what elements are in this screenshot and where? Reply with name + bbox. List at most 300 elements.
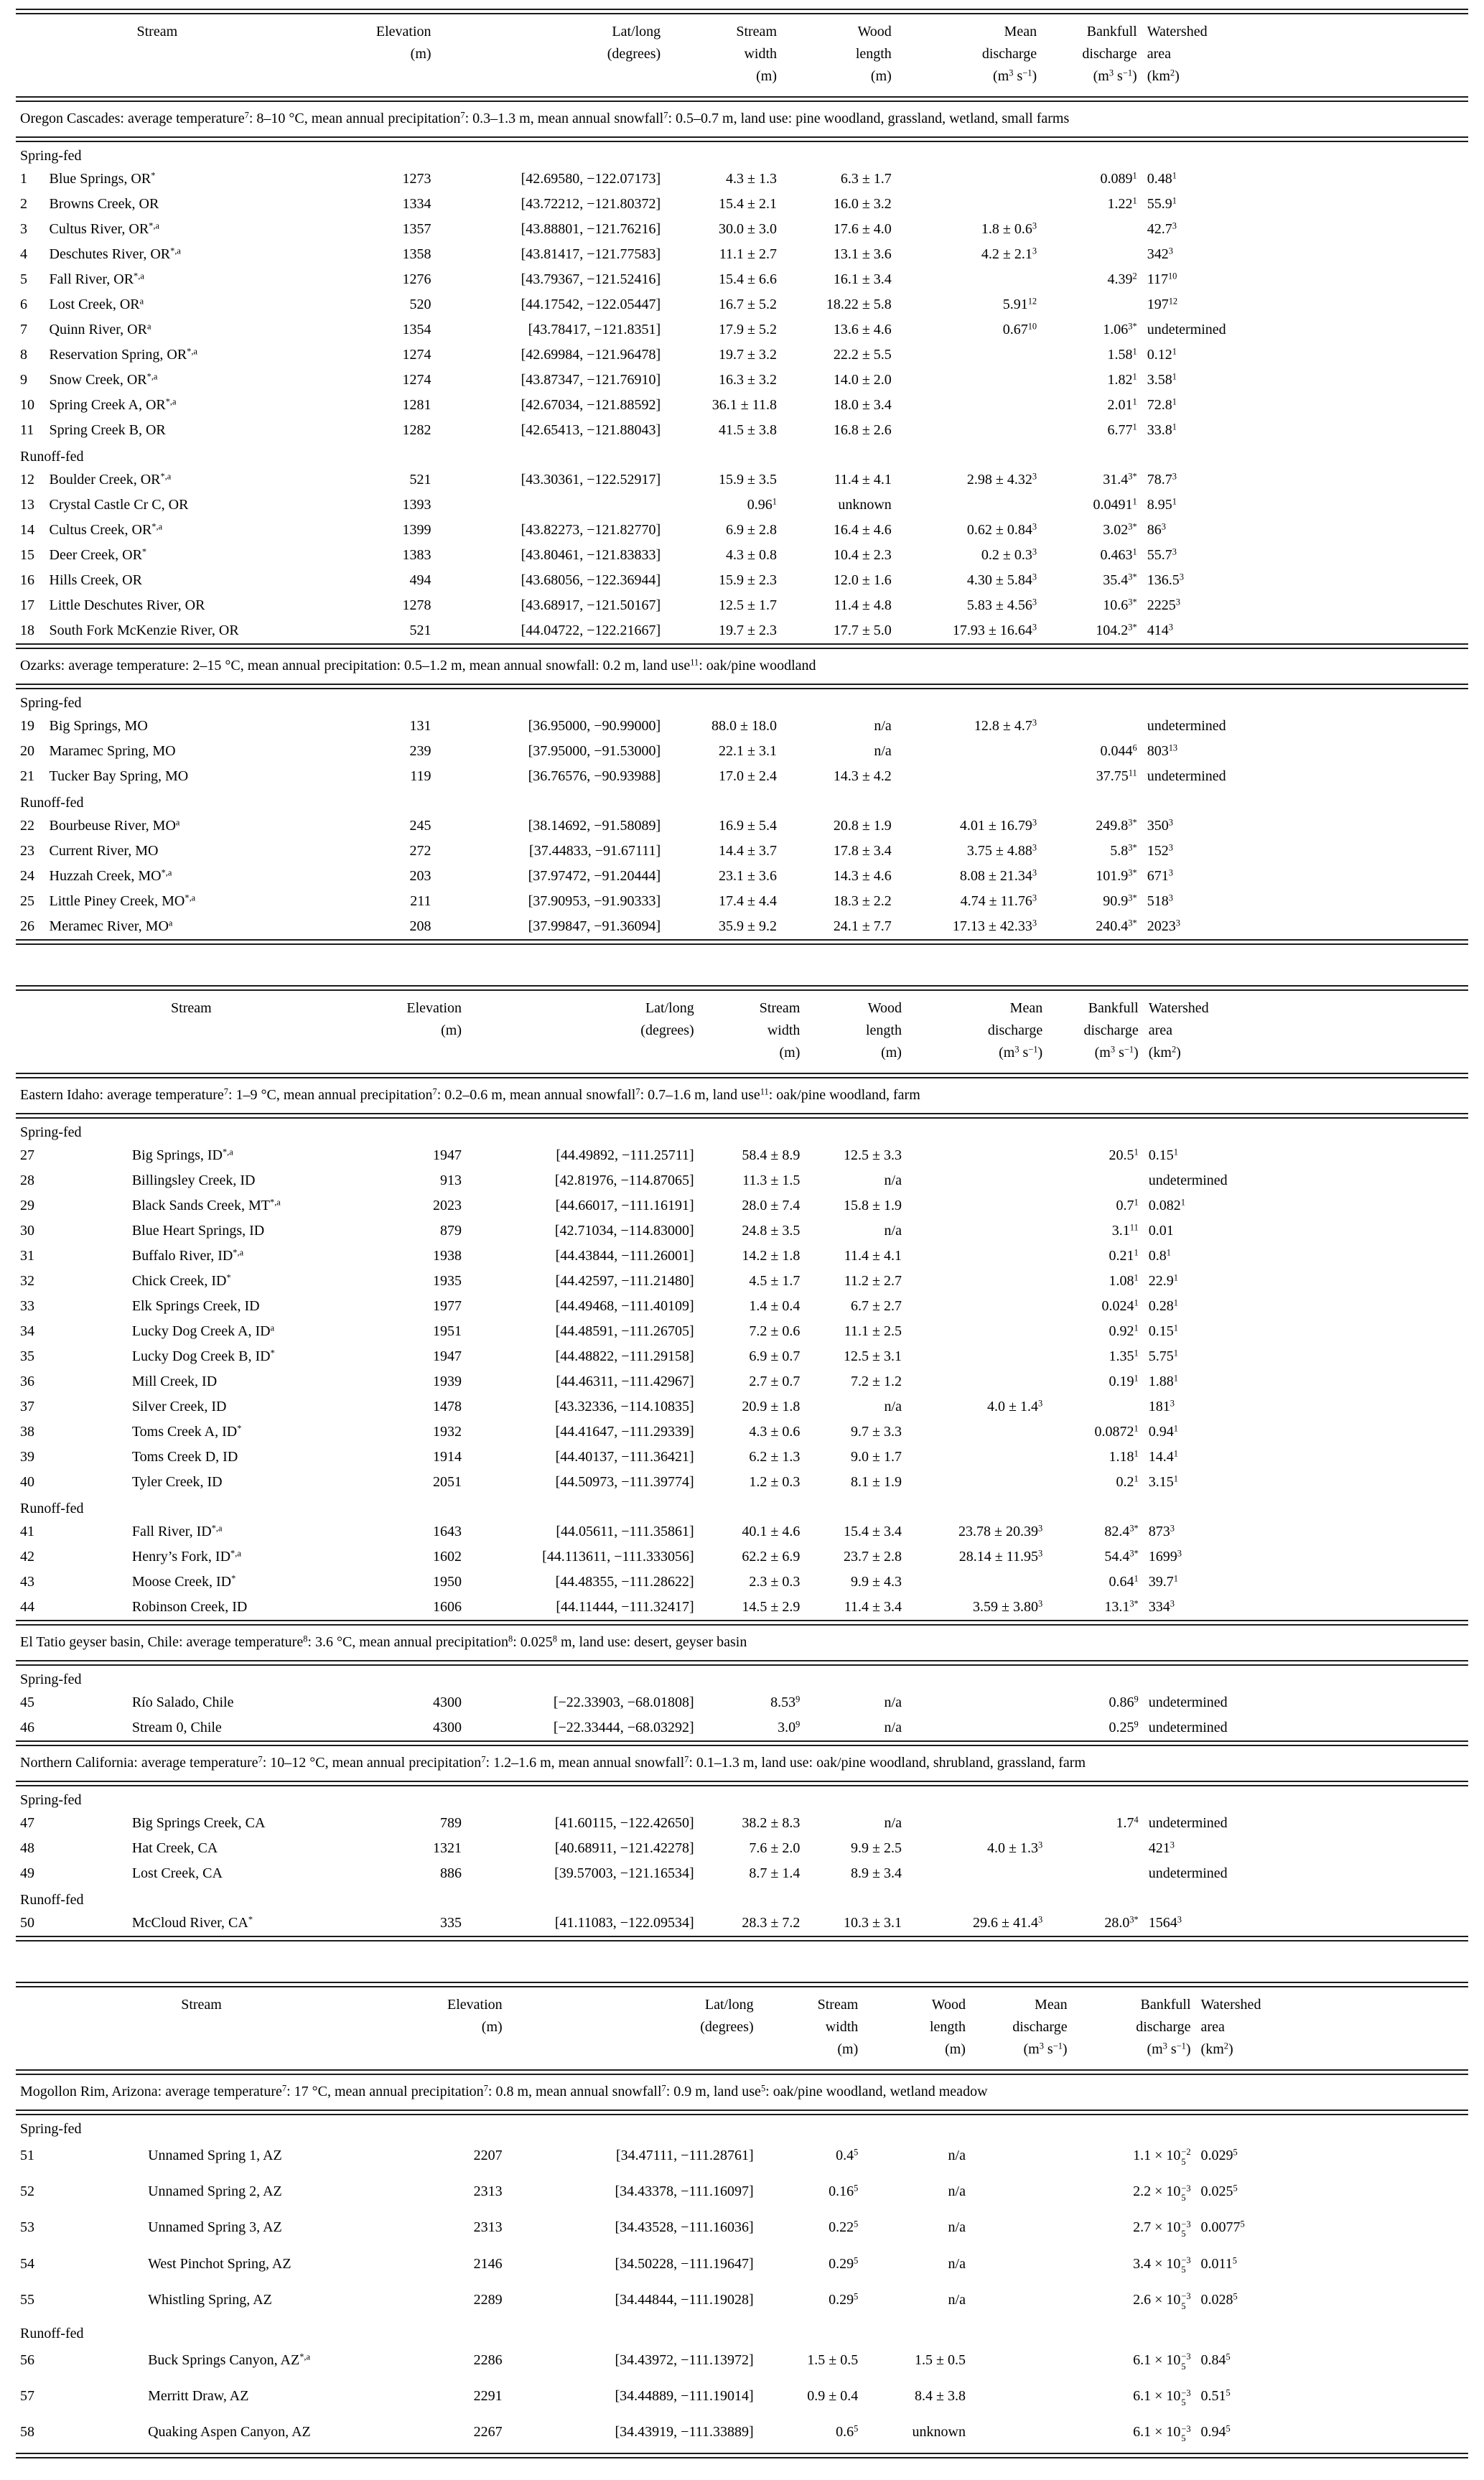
table-rule — [16, 2110, 1468, 2115]
region-note-row — [16, 1078, 1468, 1113]
stream-data-table — [16, 1987, 1468, 2458]
stream-row — [16, 1294, 1468, 1319]
stream-row — [16, 2211, 1468, 2247]
wood-length-value: 15.8 ± 1.9 — [844, 1198, 902, 1213]
stream-width-value: $3.0^9$ — [778, 1719, 801, 1735]
watershed-area-value: 72.8$^1$ — [1147, 396, 1177, 413]
mean-discharge-value — [892, 493, 1037, 518]
mean-discharge-value — [902, 1344, 1042, 1369]
watershed-area-value: 0.011$^5$ — [1200, 2255, 1237, 2272]
wood-length-value: n/a — [874, 743, 892, 759]
elevation-value: 879 — [440, 1223, 462, 1239]
bankfull-discharge-value: 0.19$^1$ — [1109, 1373, 1139, 1389]
mean-discharge-value: 0.67$^{10}$ — [1002, 321, 1037, 337]
row-number: 18 — [20, 623, 34, 638]
stream-width-value: 0.96$^1$ — [747, 496, 777, 513]
wood-length-value: 11.4 ± 4.8 — [834, 597, 892, 613]
row-number: 28 — [20, 1173, 34, 1188]
watershed-area-value: $414^3$ — [1147, 622, 1173, 638]
latlong-value: [37.97472, −91.20444] — [528, 868, 661, 884]
elevation-value: 1334 — [402, 196, 431, 212]
watershed-area-value: 2225$^3$ — [1147, 597, 1180, 613]
bankfull-discharge-value — [1037, 242, 1137, 267]
watershed-area-value: 3.15$^1$ — [1148, 1473, 1178, 1490]
wood-length-value: 12.0 ± 1.6 — [833, 572, 892, 588]
stream-row — [16, 1715, 1468, 1740]
stream-width-value: 15.4 ± 2.1 — [719, 196, 777, 212]
wood-length-value: 16.4 ± 4.6 — [833, 522, 892, 538]
mean-discharge-value: $17.93 \pm 16.64^3$ — [952, 622, 1037, 638]
watershed-area-value: 0.082$^1$ — [1148, 1197, 1185, 1213]
table-rule — [16, 1740, 1468, 1746]
latlong-value: [44.40137, −111.36421] — [555, 1449, 694, 1465]
table-rule — [16, 643, 1468, 649]
row-number: 1 — [20, 171, 27, 187]
stream-width-value: 17.0 ± 2.4 — [719, 768, 777, 784]
elevation-value: 1938 — [433, 1248, 462, 1264]
stream-row — [16, 739, 1468, 764]
stream-width-value: $0.4^5$ — [836, 2147, 859, 2163]
row-number: 40 — [20, 1474, 34, 1490]
stream-width-value: 16.7 ± 5.2 — [719, 297, 777, 312]
stream-row — [16, 1193, 1468, 1218]
mean-discharge-value: $4.01 \pm 16.79^3$ — [959, 817, 1037, 834]
col-header-bankfull-discharge: Bankfull discharge ($m^3$ $s^{-1}$) — [1136, 1997, 1191, 2057]
stream-name: Huzzah Creek, $MO^{*,a}$ — [49, 867, 172, 884]
latlong-value — [431, 493, 661, 518]
double-rule — [16, 684, 1468, 689]
feed-type-label-row — [16, 443, 1468, 467]
watershed-area-value: $518^3$ — [1147, 892, 1173, 909]
watershed-area-value: 0.51$^5$ — [1200, 2387, 1231, 2405]
stream-width-value: 1.4 ± 0.4 — [749, 1298, 801, 1314]
row-number: 4 — [20, 246, 27, 262]
bankfull-discharge-value: 0.044$^6$ — [1100, 742, 1137, 759]
latlong-value: [43.68056, −122.36944] — [521, 572, 661, 588]
mean-discharge-value — [902, 1715, 1042, 1740]
mean-discharge-value — [892, 739, 1037, 764]
wood-length-value: n/a — [884, 1399, 902, 1414]
stream-row — [16, 543, 1468, 568]
stream-width-value: 36.1 ± 11.8 — [711, 397, 777, 413]
col-header-mean-discharge: Mean discharge ($m^3$ $s^{-1}$) — [987, 1000, 1043, 1060]
stream-row — [16, 1420, 1468, 1445]
watershed-area-value: $671^3$ — [1147, 867, 1173, 884]
feed-type-label: Spring-fed — [20, 1672, 82, 1687]
latlong-value: [44.48355, −111.28622] — [555, 1574, 694, 1590]
mean-discharge-value — [902, 1420, 1042, 1445]
mean-discharge-value: $4.0 \pm 1.3^3$ — [987, 1840, 1043, 1856]
row-number: 29 — [20, 1198, 34, 1213]
wood-length-value: n/a — [884, 1223, 902, 1239]
mean-discharge-value — [966, 2344, 1068, 2380]
bankfull-discharge-value: 4.39$^2$ — [1107, 271, 1137, 287]
double-rule — [16, 136, 1468, 142]
latlong-value: [34.43378, −111.16097] — [615, 2183, 754, 2200]
stream-name: Buck Springs Canyon, $AZ^{*,a}$ — [148, 2351, 310, 2369]
mean-discharge-value — [902, 1319, 1042, 1344]
stream-width-value: 19.7 ± 3.2 — [719, 347, 777, 363]
feed-type-label-row — [16, 1786, 1468, 1811]
wood-length-value: 13.6 ± 4.6 — [833, 322, 892, 337]
mean-discharge-value — [902, 1218, 1042, 1244]
row-number: 3 — [20, 221, 27, 237]
latlong-value: [44.50973, −111.39774] — [555, 1474, 694, 1490]
stream-name: Big Springs, $ID^{*,a}$ — [131, 1147, 233, 1163]
bankfull-discharge-value: $240.4^{3*}$ — [1096, 918, 1137, 934]
latlong-value: [34.44889, −111.19014] — [615, 2388, 754, 2405]
stream-width-value: 2.7 ± 0.7 — [749, 1374, 801, 1389]
stream-row — [16, 1244, 1468, 1269]
row-number: 42 — [20, 1549, 34, 1565]
stream-width-value: 35.9 ± 9.2 — [719, 918, 777, 934]
stream-width-value: 20.9 ± 1.8 — [742, 1399, 801, 1414]
row-number: 34 — [20, 1323, 34, 1339]
wood-length-value: unknown — [912, 2424, 966, 2441]
mean-discharge-value — [902, 1690, 1042, 1715]
stacked-exponent-footnote: −2 5 — [1181, 2147, 1191, 2167]
elevation-value: 1950 — [433, 1574, 462, 1590]
col-header-latlong: Lat/long (degrees) — [607, 24, 661, 62]
mean-discharge-value: $29.6 \pm 41.4^3$ — [973, 1914, 1043, 1931]
mean-discharge-value: $2.98 \pm 4.32^3$ — [966, 471, 1037, 488]
bankfull-discharge-value — [1042, 1168, 1139, 1193]
elevation-value: 1947 — [433, 1348, 462, 1364]
double-rule — [16, 1781, 1468, 1786]
latlong-value: [43.32336, −114.10835] — [554, 1399, 694, 1414]
mean-discharge-value — [902, 1168, 1042, 1193]
bankfull-discharge-value: $0.2^1$ — [1116, 1473, 1139, 1490]
stream-width-value: 30.0 ± 3.0 — [719, 221, 777, 237]
bankfull-discharge-value: $28.0^{3*}$ — [1104, 1914, 1139, 1931]
latlong-value: [39.57003, −121.16534] — [554, 1865, 694, 1881]
double-rule — [16, 1660, 1468, 1666]
wood-length-value: 8.9 ± 3.4 — [851, 1865, 902, 1881]
stream-row — [16, 1269, 1468, 1294]
double-rule — [16, 1936, 1468, 1941]
stream-width-value: 16.9 ± 5.4 — [719, 818, 777, 834]
double-rule — [16, 1620, 1468, 1626]
watershed-area-value: $117^{10}$ — [1147, 271, 1177, 287]
bankfull-discharge-value — [1037, 292, 1137, 317]
wood-length-value: 17.8 ± 3.4 — [833, 843, 892, 859]
stream-name: Henry’s Fork, $ID^{*,a}$ — [131, 1548, 241, 1565]
elevation-value: 1354 — [402, 322, 431, 337]
stream-name: Billingsley Creek, ID — [131, 1173, 256, 1188]
region-note: Eastern Idaho: average temperature$^7$: 1–9 °C, mean annual precipitation$^7$: 0.2–0.6 m, mean annual snowfall$^7$: 0.7–1.6 m, land use$^{11}$: oak/pine woodland, farm — [20, 1086, 920, 1103]
wood-length-value: n/a — [884, 1173, 902, 1188]
latlong-value: [44.48591, −111.26705] — [555, 1323, 694, 1339]
latlong-value: [42.67034, −121.88592] — [521, 397, 661, 413]
region-note-row — [16, 1746, 1468, 1781]
latlong-value: [34.43528, −111.16036] — [615, 2219, 754, 2236]
bankfull-discharge-value: 6.1 × 10 −3 5 — [1133, 2387, 1191, 2408]
mean-discharge-value: $0.2 \pm 0.3^3$ — [981, 546, 1037, 563]
elevation-value: 521 — [409, 623, 431, 638]
column-header-row — [16, 991, 1468, 1073]
stream-width-value: 17.9 ± 5.2 — [719, 322, 777, 337]
elevation-value: 4300 — [433, 1720, 462, 1735]
double-rule — [16, 1073, 1468, 1078]
mean-discharge-value: $1.8 \pm 0.6^3$ — [981, 220, 1037, 237]
stream-name: Big Springs, MO — [49, 718, 148, 734]
stream-name: Blue Heart Springs, ID — [131, 1223, 265, 1239]
stream-name: Lost Creek, CA — [131, 1865, 223, 1881]
stream-row — [16, 493, 1468, 518]
elevation-value: 789 — [440, 1815, 462, 1831]
mean-discharge-value — [902, 1244, 1042, 1269]
wood-length-value: 11.2 ± 2.7 — [844, 1273, 902, 1289]
bankfull-discharge-value: $35.4^{3*}$ — [1103, 572, 1137, 588]
mean-discharge-value — [892, 267, 1037, 292]
row-number: 16 — [20, 572, 34, 588]
stream-name: South Fork McKenzie River, OR — [49, 623, 239, 638]
wood-length-value: 6.3 ± 1.7 — [840, 171, 892, 187]
elevation-value: 1606 — [433, 1599, 462, 1615]
bankfull-discharge-value: $101.9^{3*}$ — [1096, 867, 1137, 884]
wood-length-value: 11.1 ± 2.5 — [844, 1323, 902, 1339]
mean-discharge-value — [902, 1193, 1042, 1218]
latlong-value: [34.47111, −111.28761] — [616, 2148, 754, 2163]
latlong-value: [34.50228, −111.19647] — [615, 2255, 754, 2272]
wood-length-value: 14.0 ± 2.0 — [833, 372, 892, 388]
bankfull-discharge-value: 1.18$^1$ — [1109, 1448, 1139, 1465]
elevation-value: 1951 — [433, 1323, 462, 1339]
stacked-exponent-footnote: −3 5 — [1181, 2255, 1191, 2275]
table-top-rule — [16, 9, 1468, 14]
feed-type-label: Spring-fed — [20, 1124, 82, 1140]
table-rule — [16, 939, 1468, 945]
row-number: 52 — [20, 2183, 34, 2200]
stream-name: Little Piney Creek, $MO^{*,a}$ — [49, 892, 196, 909]
stream-width-value: 19.7 ± 2.3 — [719, 623, 777, 638]
stream-name: Buffalo River, $ID^{*,a}$ — [131, 1247, 244, 1264]
table-top-rule — [16, 985, 1468, 991]
row-number: 10 — [20, 397, 34, 413]
stream-width-value: 12.5 ± 1.7 — [719, 597, 777, 613]
wood-length-value: n/a — [948, 2183, 966, 2200]
stacked-exponent-footnote: −3 5 — [1181, 2423, 1191, 2444]
stream-row — [16, 1690, 1468, 1715]
elevation-value: 1399 — [402, 522, 431, 538]
stream-name: Crystal Castle Cr C, OR — [49, 497, 189, 513]
region-note: El Tatio geyser basin, Chile: average temperature$^8$: 3.6 °C, mean annual precipitation$^8$: 0.025$^8$ m, land use: desert, geyser basin — [20, 1633, 747, 1650]
watershed-area-value: 78.7$^3$ — [1147, 471, 1177, 488]
stream-row — [16, 317, 1468, 342]
watershed-area-value: 14.4$^1$ — [1148, 1448, 1178, 1465]
stream-name: Moose Creek, ID* — [131, 1573, 236, 1590]
stream-name: Big Springs Creek, CA — [131, 1815, 266, 1831]
row-number: 35 — [20, 1348, 34, 1364]
elevation-value: 2313 — [473, 2219, 503, 2236]
row-number: 46 — [20, 1720, 34, 1735]
elevation-value: 1932 — [433, 1424, 462, 1440]
watershed-area-value: $181^3$ — [1148, 1398, 1175, 1414]
elevation-value: 2023 — [433, 1198, 462, 1213]
latlong-value: [44.05611, −111.35861] — [556, 1524, 694, 1539]
stream-width-value: 23.1 ± 3.6 — [719, 868, 777, 884]
elevation-value: 2286 — [473, 2352, 503, 2369]
wood-length-value: n/a — [948, 2148, 966, 2163]
stream-row — [16, 267, 1468, 292]
region-note-row — [16, 2075, 1468, 2110]
watershed-area-value: 1699$^3$ — [1148, 1548, 1182, 1565]
mean-discharge-value — [902, 1369, 1042, 1394]
wood-length-value: 14.3 ± 4.2 — [833, 768, 892, 784]
elevation-value: 494 — [409, 572, 431, 588]
stream-row — [16, 518, 1468, 543]
mean-discharge-value: $4.2 \pm 2.1^3$ — [981, 246, 1037, 262]
latlong-value: [37.44833, −91.67111] — [529, 843, 661, 859]
stream-width-value: 2.3 ± 0.3 — [749, 1574, 801, 1590]
elevation-value: 1602 — [433, 1549, 462, 1565]
stream-row — [16, 1218, 1468, 1244]
watershed-area-value: 136.5$^3$ — [1147, 572, 1184, 588]
stream-row — [16, 1861, 1468, 1886]
watershed-area-value: 3.58$^1$ — [1147, 371, 1177, 388]
mean-discharge-value — [966, 2284, 1068, 2320]
stream-width-value: 15.4 ± 6.6 — [719, 271, 777, 287]
feed-type-label-row — [16, 1119, 1468, 1143]
wood-length-value: 13.1 ± 3.6 — [833, 246, 892, 262]
bankfull-discharge-value: 1.35$^1$ — [1109, 1348, 1139, 1364]
stream-row — [16, 342, 1468, 368]
row-number: 26 — [20, 918, 34, 934]
mean-discharge-value — [892, 368, 1037, 393]
mean-discharge-value — [902, 1470, 1042, 1495]
stream-row — [16, 1544, 1468, 1570]
bankfull-discharge-value — [1042, 1861, 1139, 1886]
col-header-stream: Stream — [181, 1997, 222, 2013]
mean-discharge-value — [892, 192, 1037, 217]
bankfull-discharge-value: $3.02^{3*}$ — [1103, 521, 1137, 538]
stream-width-value: 24.8 ± 3.5 — [742, 1223, 801, 1239]
latlong-value: [44.113611, −111.333056] — [542, 1549, 694, 1565]
elevation-value: 131 — [409, 718, 431, 734]
col-header-mean-discharge: Mean discharge ($m^3$ $s^{-1}$) — [1012, 1997, 1068, 2057]
watershed-area-value: 2023$^3$ — [1147, 918, 1180, 934]
row-number: 56 — [20, 2352, 34, 2369]
latlong-value: [38.14692, −91.58089] — [528, 818, 661, 834]
mean-discharge-value — [966, 2140, 1068, 2176]
wood-length-value: n/a — [884, 1694, 902, 1710]
stream-row — [16, 242, 1468, 267]
feed-type-label-row — [16, 2320, 1468, 2344]
latlong-value: [37.95000, −91.53000] — [528, 743, 661, 759]
table-rule — [16, 1113, 1468, 1119]
latlong-value: [44.17542, −122.05447] — [521, 297, 661, 312]
bankfull-discharge-value: $3.1^{11}$ — [1111, 1222, 1139, 1239]
stream-row — [16, 2416, 1468, 2452]
col-header-wood-length: Wood length (m) — [929, 1997, 966, 2057]
elevation-value: 1393 — [402, 497, 431, 513]
stream-row — [16, 2284, 1468, 2320]
latlong-value: [44.11444, −111.32417] — [556, 1599, 694, 1615]
wood-length-value: 17.7 ± 5.0 — [833, 623, 892, 638]
bankfull-discharge-value: 2.01$^1$ — [1107, 396, 1137, 413]
latlong-value: [44.04722, −122.21667] — [521, 623, 661, 638]
row-number: 22 — [20, 818, 34, 834]
table-top-rule — [16, 1982, 1468, 1987]
stream-name: Quinn River, $OR^a$ — [49, 321, 151, 337]
latlong-value: [43.82273, −121.82770] — [521, 522, 661, 538]
elevation-value: 1276 — [402, 271, 431, 287]
stream-width-value: 38.2 ± 8.3 — [742, 1815, 801, 1831]
stream-name: Río Salado, Chile — [131, 1694, 234, 1710]
mean-discharge-value — [892, 418, 1037, 443]
latlong-value: [−22.33903, −68.01808] — [553, 1694, 694, 1710]
elevation-value: 2289 — [473, 2291, 503, 2308]
latlong-value: [43.78417, −121.8351] — [528, 322, 661, 337]
row-number: 39 — [20, 1449, 34, 1465]
latlong-value: [42.81976, −114.87065] — [554, 1173, 694, 1188]
stream-name: Stream 0, Chile — [131, 1720, 222, 1735]
stream-name: Tyler Creek, ID — [131, 1474, 223, 1490]
wood-length-value: n/a — [884, 1815, 902, 1831]
latlong-value: [44.66017, −111.16191] — [555, 1198, 694, 1213]
feed-type-label-row — [16, 142, 1468, 167]
stream-name: Deschutes River, $OR^{*,a}$ — [49, 246, 181, 262]
bankfull-discharge-value: 0.25$^9$ — [1109, 1719, 1139, 1735]
wood-length-value: 17.6 ± 4.0 — [833, 221, 892, 237]
stream-width-value: 0.22$^5$ — [829, 2219, 859, 2236]
elevation-value: 272 — [409, 843, 431, 859]
latlong-value: [42.71034, −114.83000] — [554, 1223, 694, 1239]
stream-row — [16, 914, 1468, 939]
row-number: 19 — [20, 718, 34, 734]
watershed-area-value: 0.84$^5$ — [1200, 2351, 1231, 2369]
bankfull-discharge-value — [1042, 1394, 1139, 1420]
stream-name: Reservation Spring, $OR^{*,a}$ — [49, 346, 197, 363]
bankfull-discharge-value: $0.7^1$ — [1116, 1197, 1139, 1213]
stream-width-value: 4.3 ± 0.6 — [749, 1424, 801, 1440]
wood-length-value: 1.5 ± 0.5 — [914, 2352, 966, 2369]
watershed-area-value: undetermined — [1148, 1173, 1228, 1188]
stream-width-value: 22.1 ± 3.1 — [719, 743, 777, 759]
watershed-area-value: 55.9$^1$ — [1147, 195, 1177, 212]
stream-row — [16, 889, 1468, 914]
bankfull-discharge-value: $90.9^{3*}$ — [1103, 892, 1137, 909]
wood-length-value: 11.4 ± 3.4 — [844, 1599, 902, 1615]
col-header-bankfull-discharge: Bankfull discharge ($m^3$ $s^{-1}$) — [1083, 1000, 1139, 1060]
mean-discharge-value — [892, 167, 1037, 192]
watershed-area-value: 0.15$^1$ — [1148, 1147, 1178, 1163]
stream-width-value: 11.3 ± 1.5 — [742, 1173, 801, 1188]
stream-name: Chick Creek, ID* — [131, 1272, 231, 1289]
stream-width-value: 62.2 ± 6.9 — [742, 1549, 801, 1565]
region-note-row — [16, 1626, 1468, 1660]
bankfull-discharge-value: $10.6^{3*}$ — [1103, 597, 1137, 613]
col-header-watershed-area: Watershed area $(km^2)$ — [1147, 24, 1208, 84]
row-number: 20 — [20, 743, 34, 759]
mean-discharge-value: $28.14 \pm 11.95^3$ — [958, 1548, 1043, 1565]
table-rule — [16, 1660, 1468, 1666]
watershed-area-value: 0.94$^5$ — [1200, 2423, 1231, 2441]
mean-discharge-value — [966, 2176, 1068, 2211]
stream-width-value: $0.6^5$ — [836, 2423, 859, 2441]
row-number: 14 — [20, 522, 34, 538]
table-rule — [16, 684, 1468, 689]
watershed-area-value: 0.01 — [1148, 1223, 1174, 1239]
latlong-value: [44.49892, −111.25711] — [556, 1147, 694, 1163]
latlong-value: [37.90953, −91.90333] — [528, 893, 661, 909]
wood-length-value: n/a — [884, 1720, 902, 1735]
row-number: 48 — [20, 1840, 34, 1856]
mean-discharge-value — [902, 1143, 1042, 1168]
latlong-value: [36.95000, −90.99000] — [528, 718, 661, 734]
stream-row — [16, 418, 1468, 443]
wood-length-value: 9.9 ± 2.5 — [851, 1840, 902, 1856]
